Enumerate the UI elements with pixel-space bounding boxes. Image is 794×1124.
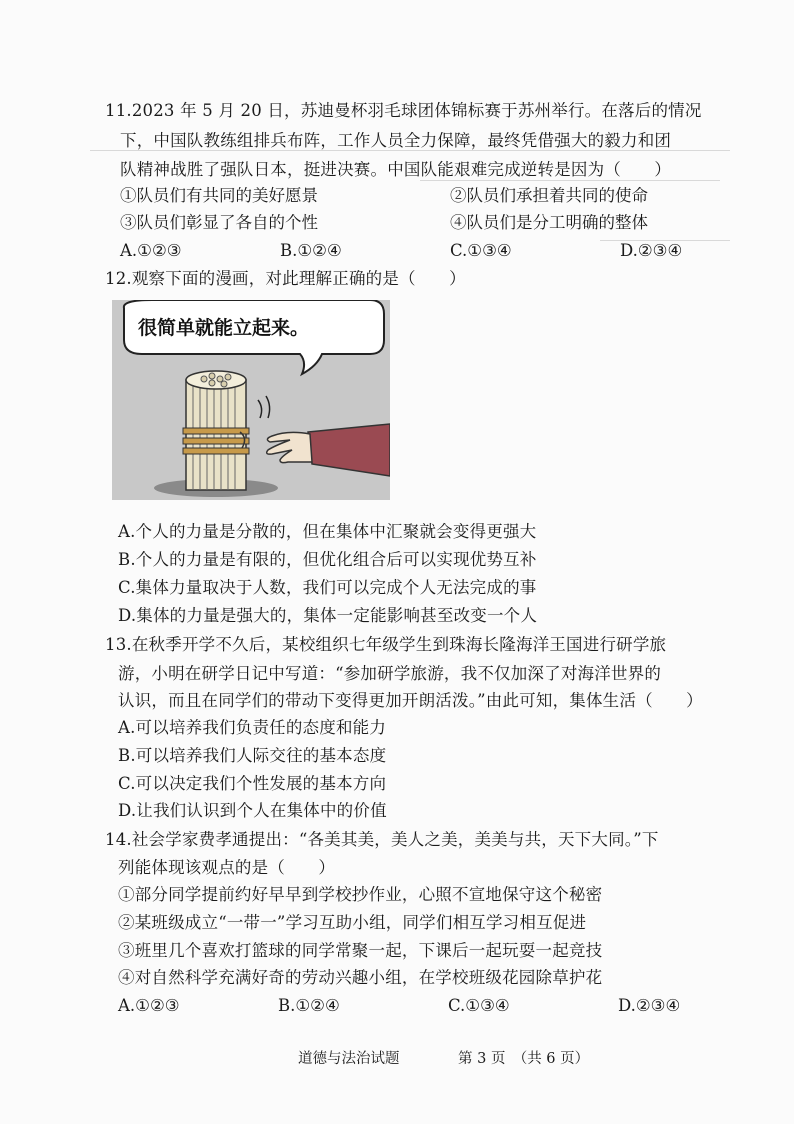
q14-item-1: ①部分同学提前约好早早到学校抄作业，心照不宣地保守这个秘密	[118, 885, 603, 904]
chopstick-bundle	[183, 371, 249, 490]
q12-stem: 12.观察下面的漫画，对此理解正确的是（ ）	[105, 269, 466, 288]
q14-item-2: ②某班级成立“一带一”学习互助小组，同学们相互学习相互促进	[118, 913, 587, 932]
q11-line-3: 队精神战胜了强队日本，挺进决赛。中国队能艰难完成逆转是因为（ ）	[120, 160, 672, 179]
q11-item-4: ④队员们是分工明确的整体	[450, 213, 648, 232]
q14-option-a: A.①②③	[118, 996, 180, 1015]
q14-line-2: 列能体现该观点的是（ ）	[118, 858, 336, 877]
q11-option-a: A.①②③	[120, 241, 182, 260]
q14-option-d: D.②③④	[618, 996, 681, 1015]
cartoon-image	[112, 300, 390, 500]
q12-option-d: D.集体的力量是强大的，集体一定能影响甚至改变一个人	[118, 606, 538, 625]
motion-mark	[266, 396, 270, 418]
q13-line-1: 13.在秋季开学不久后，某校组织七年级学生到珠海长隆海洋王国进行研学旅	[105, 635, 667, 654]
q11-option-d: D.②③④	[620, 241, 683, 260]
q11-item-1: ①队员们有共同的美好愿景	[120, 186, 318, 205]
cartoon-caption: 很简单就能立起来。	[138, 317, 310, 339]
q11-option-c: C.①③④	[450, 241, 512, 260]
q14-option-b: B.①②④	[278, 996, 340, 1015]
q14-line-1: 14.社会学家费孝通提出：“各美其美，美人之美，美美与共，天下大同。”下	[105, 830, 659, 849]
q14-option-c: C.①③④	[448, 996, 510, 1015]
q13-option-c: C.可以决定我们个性发展的基本方向	[118, 774, 387, 793]
q11-option-b: B.①②④	[280, 241, 342, 260]
footer-page-number: 第 3 页 （共 6 页）	[458, 1051, 590, 1067]
q11-item-3: ③队员们彰显了各自的个性	[120, 213, 318, 232]
q11-line-2: 下，中国队教练组排兵布阵，工作人员全力保障，最终凭借强大的毅力和团	[120, 131, 672, 150]
hand-illustration	[267, 424, 390, 476]
footer-subject: 道德与法治试题	[298, 1051, 400, 1067]
q13-option-a: A.可以培养我们负责任的态度和能力	[118, 718, 387, 737]
q11-item-2: ②队员们承担着共同的使命	[450, 186, 648, 205]
q13-line-3: 认识，而且在同学们的带动下变得更加开朗活泼。”由此可知，集体生活（ ）	[118, 691, 703, 710]
motion-mark	[258, 400, 262, 418]
q14-item-4: ④对自然科学充满好奇的劳动兴趣小组，在学校班级花园除草护花	[118, 968, 603, 987]
q12-option-a: A.个人的力量是分散的，但在集体中汇聚就会变得更强大	[118, 522, 537, 541]
cartoon-drawing	[112, 300, 390, 500]
q11-line-1: 11.2023 年 5 月 20 日，苏迪曼杯羽毛球团体锦标赛于苏州举行。在落后的情况	[105, 101, 702, 120]
q12-option-b: B.个人的力量是有限的，但优化组合后可以实现优势互补	[118, 550, 537, 569]
q13-line-2: 游，小明在研学日记中写道：“参加研学旅游，我不仅加深了对海洋世界的	[118, 664, 662, 683]
q12-option-c: C.集体力量取决于人数，我们可以完成个人无法完成的事	[118, 578, 537, 597]
q13-option-d: D.让我们认识到个人在集体中的价值	[118, 801, 387, 820]
q14-item-3: ③班里几个喜欢打篮球的同学常聚一起，下课后一起玩耍一起竞技	[118, 941, 603, 960]
q13-option-b: B.可以培养我们人际交往的基本态度	[118, 746, 387, 765]
